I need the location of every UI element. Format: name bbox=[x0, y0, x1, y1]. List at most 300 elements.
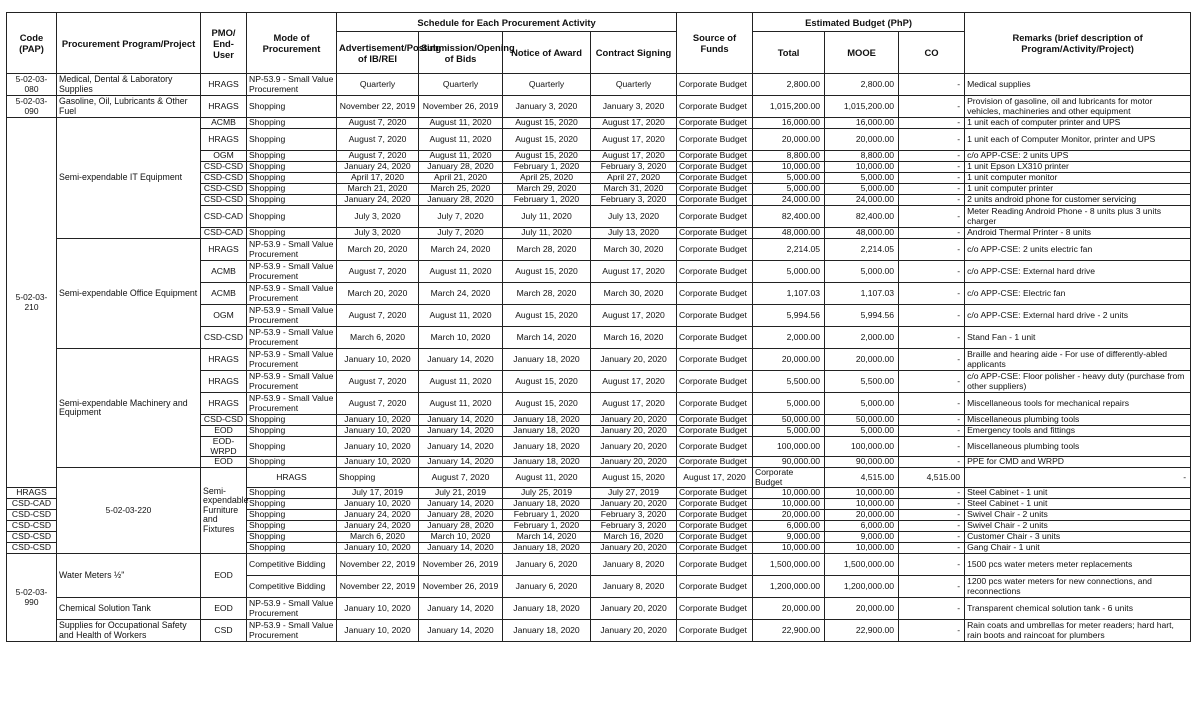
budget-co: - bbox=[899, 283, 965, 305]
procurement-mode: Competitive Bidding bbox=[247, 576, 337, 598]
contract-signing-date: August 17, 2020 bbox=[591, 129, 677, 151]
pmo-end-user: EOD bbox=[201, 598, 247, 620]
procurement-mode: Shopping bbox=[247, 532, 337, 543]
contract-signing-date: March 16, 2020 bbox=[591, 327, 677, 349]
remarks: Steel Cabinet - 1 unit bbox=[965, 488, 1191, 499]
procurement-mode: NP-53.9 - Small Value Procurement bbox=[247, 327, 337, 349]
pmo-end-user: CSD-CAD bbox=[201, 206, 247, 228]
budget-total: 1,200,000.00 bbox=[753, 576, 825, 598]
submission-date: Quarterly bbox=[419, 74, 503, 96]
budget-mooe: 82,400.00 bbox=[825, 206, 899, 228]
submission-date: August 11, 2020 bbox=[419, 261, 503, 283]
notice-of-award-date: January 18, 2020 bbox=[503, 415, 591, 426]
submission-date: March 24, 2020 bbox=[419, 239, 503, 261]
col-source: Source of Funds bbox=[677, 13, 753, 74]
budget-total: 5,000.00 bbox=[753, 261, 825, 283]
remarks: Gang Chair - 1 unit bbox=[965, 543, 1191, 554]
budget-mooe: 4,515.00 bbox=[899, 468, 965, 488]
notice-of-award-date: March 28, 2020 bbox=[503, 239, 591, 261]
budget-co: - bbox=[899, 576, 965, 598]
notice-of-award-date: August 15, 2020 bbox=[503, 151, 591, 162]
source-of-funds: Corporate Budget bbox=[677, 554, 753, 576]
pmo-end-user: HRAGS bbox=[247, 468, 337, 488]
pmo-end-user: CSD bbox=[201, 620, 247, 642]
pmo-end-user: CSD-CSD bbox=[201, 184, 247, 195]
pmo-end-user: HRAGS bbox=[201, 74, 247, 96]
notice-of-award-date: July 25, 2019 bbox=[503, 488, 591, 499]
procurement-mode: Shopping bbox=[247, 499, 337, 510]
submission-date: August 11, 2020 bbox=[419, 305, 503, 327]
source-of-funds: Corporate Budget bbox=[677, 305, 753, 327]
budget-total: 10,000.00 bbox=[753, 488, 825, 499]
budget-total: 50,000.00 bbox=[753, 415, 825, 426]
advertisement-date: August 7, 2020 bbox=[419, 468, 503, 488]
advertisement-date: January 10, 2020 bbox=[337, 543, 419, 554]
pap-code: 5-02-03-220 bbox=[57, 468, 201, 554]
procurement-mode: NP-53.9 - Small Value Procurement bbox=[247, 305, 337, 327]
remarks: Provision of gasoline, oil and lubricants for motor vehicles, machineries and other equipment bbox=[965, 96, 1191, 118]
contract-signing-date: April 27, 2020 bbox=[591, 173, 677, 184]
budget-total: 10,000.00 bbox=[753, 499, 825, 510]
budget-co: - bbox=[899, 74, 965, 96]
procurement-mode: NP-53.9 - Small Value Procurement bbox=[247, 371, 337, 393]
budget-total: 82,400.00 bbox=[753, 206, 825, 228]
contract-signing-date: March 30, 2020 bbox=[591, 283, 677, 305]
advertisement-date: November 22, 2019 bbox=[337, 576, 419, 598]
notice-of-award-date: Quarterly bbox=[503, 74, 591, 96]
source-of-funds: Corporate Budget bbox=[677, 488, 753, 499]
pmo-end-user: CSD-CSD bbox=[201, 195, 247, 206]
contract-signing-date: February 3, 2020 bbox=[591, 195, 677, 206]
notice-of-award-date: January 18, 2020 bbox=[503, 543, 591, 554]
notice-of-award-date: March 28, 2020 bbox=[503, 283, 591, 305]
remarks: 1 unit each of computer printer and UPS bbox=[965, 118, 1191, 129]
advertisement-date: August 7, 2020 bbox=[337, 371, 419, 393]
contract-signing-date: January 20, 2020 bbox=[591, 457, 677, 468]
budget-co: - bbox=[899, 228, 965, 239]
submission-date: January 28, 2020 bbox=[419, 195, 503, 206]
contract-signing-date: January 3, 2020 bbox=[591, 96, 677, 118]
program-name: Supplies for Occupational Safety and Health of Workers bbox=[57, 620, 201, 642]
notice-of-award-date: January 6, 2020 bbox=[503, 576, 591, 598]
source-of-funds: Corporate Budget bbox=[677, 118, 753, 129]
contract-signing-date: August 17, 2020 bbox=[591, 151, 677, 162]
remarks: c/o APP-CSE: Electric fan bbox=[965, 283, 1191, 305]
col-notice: Notice of Award bbox=[503, 32, 591, 74]
notice-of-award-date: January 18, 2020 bbox=[503, 499, 591, 510]
submission-date: March 24, 2020 bbox=[419, 283, 503, 305]
budget-total: 20,000.00 bbox=[753, 510, 825, 521]
procurement-mode: Shopping bbox=[247, 521, 337, 532]
budget-co: - bbox=[899, 499, 965, 510]
budget-total: 8,800.00 bbox=[753, 151, 825, 162]
notice-of-award-date: January 18, 2020 bbox=[503, 620, 591, 642]
procurement-mode: Shopping bbox=[247, 488, 337, 499]
budget-total: 5,000.00 bbox=[753, 426, 825, 437]
advertisement-date: January 10, 2020 bbox=[337, 499, 419, 510]
budget-mooe: 20,000.00 bbox=[825, 598, 899, 620]
budget-co: - bbox=[899, 239, 965, 261]
submission-date: April 21, 2020 bbox=[419, 173, 503, 184]
budget-mooe: 90,000.00 bbox=[825, 457, 899, 468]
procurement-mode: Shopping bbox=[247, 96, 337, 118]
source-of-funds: Corporate Budget bbox=[677, 195, 753, 206]
pmo-end-user: CSD-CSD bbox=[7, 510, 57, 521]
budget-mooe: 16,000.00 bbox=[825, 118, 899, 129]
submission-date: August 11, 2020 bbox=[419, 393, 503, 415]
pmo-end-user: CSD-CSD bbox=[7, 532, 57, 543]
source-of-funds: Corporate Budget bbox=[677, 426, 753, 437]
budget-mooe: 1,015,200.00 bbox=[825, 96, 899, 118]
budget-co: - bbox=[899, 437, 965, 457]
submission-date: August 11, 2020 bbox=[419, 129, 503, 151]
procurement-mode: Shopping bbox=[247, 415, 337, 426]
budget-total: 1,015,200.00 bbox=[753, 96, 825, 118]
budget-total: 10,000.00 bbox=[753, 543, 825, 554]
source-of-funds: Corporate Budget bbox=[677, 173, 753, 184]
contract-signing-date: July 27, 2019 bbox=[591, 488, 677, 499]
submission-date: January 28, 2020 bbox=[419, 521, 503, 532]
pmo-end-user: EOD-WRPD bbox=[201, 437, 247, 457]
remarks: 1 unit computer monitor bbox=[965, 173, 1191, 184]
remarks: Customer Chair - 3 units bbox=[965, 532, 1191, 543]
advertisement-date: January 10, 2020 bbox=[337, 457, 419, 468]
pmo-end-user: HRAGS bbox=[201, 371, 247, 393]
remarks: 1 unit each of Computer Monitor, printer and UPS bbox=[965, 129, 1191, 151]
pmo-end-user: CSD-CSD bbox=[7, 521, 57, 532]
contract-signing-date: January 8, 2020 bbox=[591, 576, 677, 598]
contract-signing-date: January 8, 2020 bbox=[591, 554, 677, 576]
col-adv: Advertisement/Posting of IB/REI bbox=[337, 32, 419, 74]
advertisement-date: January 10, 2020 bbox=[337, 598, 419, 620]
remarks: Rain coats and umbrellas for meter readers; hard hart, rain boots and raincoat for plumbers bbox=[965, 620, 1191, 642]
source-of-funds: Corporate Budget bbox=[677, 371, 753, 393]
notice-of-award-date: January 18, 2020 bbox=[503, 457, 591, 468]
pmo-end-user: EOD bbox=[201, 457, 247, 468]
contract-signing-date: January 20, 2020 bbox=[591, 349, 677, 371]
budget-total: 5,000.00 bbox=[753, 184, 825, 195]
remarks: Steel Cabinet - 1 unit bbox=[965, 499, 1191, 510]
remarks: Medical supplies bbox=[965, 74, 1191, 96]
pmo-end-user: CSD-CSD bbox=[7, 543, 57, 554]
submission-date: March 10, 2020 bbox=[419, 532, 503, 543]
notice-of-award-date: July 11, 2020 bbox=[503, 228, 591, 239]
procurement-mode: NP-53.9 - Small Value Procurement bbox=[247, 620, 337, 642]
procurement-mode: Shopping bbox=[247, 510, 337, 521]
procurement-mode: Shopping bbox=[247, 437, 337, 457]
source-of-funds: Corporate Budget bbox=[677, 598, 753, 620]
contract-signing-date: February 3, 2020 bbox=[591, 521, 677, 532]
remarks: c/o APP-CSE: External hard drive - 2 units bbox=[965, 305, 1191, 327]
submission-date: January 14, 2020 bbox=[419, 499, 503, 510]
source-of-funds: Corporate Budget bbox=[753, 468, 825, 488]
budget-co: - bbox=[899, 543, 965, 554]
pmo-end-user: HRAGS bbox=[7, 488, 57, 499]
contract-signing-date: January 20, 2020 bbox=[591, 598, 677, 620]
pmo-end-user: OGM bbox=[201, 151, 247, 162]
source-of-funds: Corporate Budget bbox=[677, 74, 753, 96]
procurement-mode: Shopping bbox=[247, 457, 337, 468]
advertisement-date: March 20, 2020 bbox=[337, 239, 419, 261]
budget-mooe: 1,107.03 bbox=[825, 283, 899, 305]
source-of-funds: Corporate Budget bbox=[677, 521, 753, 532]
remarks: Miscellaneous tools for mechanical repairs bbox=[965, 393, 1191, 415]
submission-date: March 10, 2020 bbox=[419, 327, 503, 349]
remarks: c/o APP-CSE: Floor polisher - heavy duty (purchase from other suppliers) bbox=[965, 371, 1191, 393]
submission-date: January 14, 2020 bbox=[419, 349, 503, 371]
source-of-funds: Corporate Budget bbox=[677, 457, 753, 468]
budget-total: 2,214.05 bbox=[753, 239, 825, 261]
submission-date: January 14, 2020 bbox=[419, 543, 503, 554]
remarks: c/o APP-CSE: 2 units UPS bbox=[965, 151, 1191, 162]
budget-co: - bbox=[965, 468, 1191, 488]
source-of-funds: Corporate Budget bbox=[677, 96, 753, 118]
budget-total: 16,000.00 bbox=[753, 118, 825, 129]
notice-of-award-date: January 18, 2020 bbox=[503, 426, 591, 437]
advertisement-date: January 10, 2020 bbox=[337, 620, 419, 642]
notice-of-award-date: August 15, 2020 bbox=[503, 393, 591, 415]
advertisement-date: January 10, 2020 bbox=[337, 426, 419, 437]
budget-mooe: 5,000.00 bbox=[825, 173, 899, 184]
source-of-funds: Corporate Budget bbox=[677, 532, 753, 543]
contract-signing-date: January 20, 2020 bbox=[591, 543, 677, 554]
budget-mooe: 10,000.00 bbox=[825, 488, 899, 499]
budget-mooe: 22,900.00 bbox=[825, 620, 899, 642]
col-mooe: MOOE bbox=[825, 32, 899, 74]
remarks: Swivel Chair - 2 units bbox=[965, 510, 1191, 521]
procurement-mode: Shopping bbox=[247, 426, 337, 437]
procurement-mode: NP-53.9 - Small Value Procurement bbox=[247, 261, 337, 283]
source-of-funds: Corporate Budget bbox=[677, 437, 753, 457]
budget-mooe: 5,500.00 bbox=[825, 371, 899, 393]
notice-of-award-date: February 1, 2020 bbox=[503, 521, 591, 532]
col-co: CO bbox=[899, 32, 965, 74]
submission-date: January 14, 2020 bbox=[419, 457, 503, 468]
advertisement-date: November 22, 2019 bbox=[337, 554, 419, 576]
budget-co: - bbox=[899, 118, 965, 129]
budget-mooe: 9,000.00 bbox=[825, 532, 899, 543]
submission-date: August 11, 2020 bbox=[419, 371, 503, 393]
pmo-end-user: CSD-CSD bbox=[201, 162, 247, 173]
source-of-funds: Corporate Budget bbox=[677, 543, 753, 554]
notice-of-award-date: March 14, 2020 bbox=[503, 532, 591, 543]
budget-mooe: 50,000.00 bbox=[825, 415, 899, 426]
submission-date: August 11, 2020 bbox=[419, 151, 503, 162]
budget-total: 48,000.00 bbox=[753, 228, 825, 239]
advertisement-date: August 7, 2020 bbox=[337, 151, 419, 162]
budget-mooe: 10,000.00 bbox=[825, 499, 899, 510]
contract-signing-date: March 16, 2020 bbox=[591, 532, 677, 543]
budget-total: 5,994.56 bbox=[753, 305, 825, 327]
budget-total: 1,107.03 bbox=[753, 283, 825, 305]
advertisement-date: March 20, 2020 bbox=[337, 283, 419, 305]
contract-signing-date: January 20, 2020 bbox=[591, 415, 677, 426]
budget-mooe: 24,000.00 bbox=[825, 195, 899, 206]
budget-total: 24,000.00 bbox=[753, 195, 825, 206]
program-name: Chemical Solution Tank bbox=[57, 598, 201, 620]
budget-mooe: 20,000.00 bbox=[825, 510, 899, 521]
budget-co: - bbox=[899, 162, 965, 173]
source-of-funds: Corporate Budget bbox=[677, 151, 753, 162]
col-sub: Submission/Opening of Bids bbox=[419, 32, 503, 74]
col-pmo: PMO/ End-User bbox=[201, 13, 247, 74]
contract-signing-date: March 31, 2020 bbox=[591, 184, 677, 195]
contract-signing-date: February 3, 2020 bbox=[591, 510, 677, 521]
submission-date: January 14, 2020 bbox=[419, 415, 503, 426]
budget-mooe: 5,000.00 bbox=[825, 426, 899, 437]
procurement-mode: Shopping bbox=[247, 129, 337, 151]
budget-total: 5,500.00 bbox=[753, 371, 825, 393]
remarks: PPE for CMD and WRPD bbox=[965, 457, 1191, 468]
contract-signing-date: Quarterly bbox=[591, 74, 677, 96]
contract-signing-date: January 20, 2020 bbox=[591, 499, 677, 510]
submission-date: July 7, 2020 bbox=[419, 228, 503, 239]
source-of-funds: Corporate Budget bbox=[677, 184, 753, 195]
table-row bbox=[7, 239, 1191, 261]
procurement-mode: NP-53.9 - Small Value Procurement bbox=[247, 283, 337, 305]
pmo-end-user: HRAGS bbox=[201, 349, 247, 371]
remarks: c/o APP-CSE: External hard drive bbox=[965, 261, 1191, 283]
advertisement-date: August 7, 2020 bbox=[337, 305, 419, 327]
col-budget: Estimated Budget (PhP) bbox=[753, 13, 965, 32]
source-of-funds: Corporate Budget bbox=[677, 510, 753, 521]
pmo-end-user: CSD-CSD bbox=[201, 415, 247, 426]
notice-of-award-date: July 11, 2020 bbox=[503, 206, 591, 228]
notice-of-award-date: April 25, 2020 bbox=[503, 173, 591, 184]
budget-total: 1,500,000.00 bbox=[753, 554, 825, 576]
table-body bbox=[7, 74, 1191, 642]
program-name: Semi-expendable IT Equipment bbox=[57, 118, 201, 239]
advertisement-date: March 6, 2020 bbox=[337, 327, 419, 349]
notice-of-award-date: August 15, 2020 bbox=[503, 261, 591, 283]
budget-total: 5,000.00 bbox=[753, 173, 825, 184]
table-row bbox=[7, 620, 1191, 642]
advertisement-date: January 10, 2020 bbox=[337, 349, 419, 371]
budget-co: - bbox=[899, 206, 965, 228]
remarks: Braille and hearing aide - For use of differently-abled applicants bbox=[965, 349, 1191, 371]
budget-mooe: 1,500,000.00 bbox=[825, 554, 899, 576]
budget-total: 2,800.00 bbox=[753, 74, 825, 96]
advertisement-date: January 24, 2020 bbox=[337, 162, 419, 173]
submission-date: January 28, 2020 bbox=[419, 510, 503, 521]
pmo-end-user: CSD-CAD bbox=[7, 499, 57, 510]
advertisement-date: April 17, 2020 bbox=[337, 173, 419, 184]
procurement-mode: Shopping bbox=[247, 173, 337, 184]
notice-of-award-date: January 18, 2020 bbox=[503, 349, 591, 371]
budget-co: - bbox=[899, 327, 965, 349]
budget-mooe: 5,000.00 bbox=[825, 184, 899, 195]
budget-co: - bbox=[899, 349, 965, 371]
budget-co: - bbox=[899, 393, 965, 415]
pmo-end-user: HRAGS bbox=[201, 129, 247, 151]
contract-signing-date: August 17, 2020 bbox=[591, 118, 677, 129]
procurement-mode: NP-53.9 - Small Value Procurement bbox=[247, 349, 337, 371]
submission-date: January 14, 2020 bbox=[419, 437, 503, 457]
contract-signing-date: January 20, 2020 bbox=[591, 437, 677, 457]
advertisement-date: July 17, 2019 bbox=[337, 488, 419, 499]
procurement-mode: NP-53.9 - Small Value Procurement bbox=[247, 393, 337, 415]
notice-of-award-date: February 1, 2020 bbox=[503, 195, 591, 206]
budget-total: 20,000.00 bbox=[753, 349, 825, 371]
procurement-mode: Shopping bbox=[247, 118, 337, 129]
submission-date: January 14, 2020 bbox=[419, 426, 503, 437]
budget-co: - bbox=[899, 305, 965, 327]
submission-date: January 14, 2020 bbox=[419, 598, 503, 620]
budget-co: - bbox=[899, 96, 965, 118]
source-of-funds: Corporate Budget bbox=[677, 327, 753, 349]
notice-of-award-date: August 15, 2020 bbox=[503, 129, 591, 151]
advertisement-date: January 24, 2020 bbox=[337, 521, 419, 532]
remarks: Miscellaneous plumbing tools bbox=[965, 415, 1191, 426]
budget-co: - bbox=[899, 195, 965, 206]
budget-mooe: 5,994.56 bbox=[825, 305, 899, 327]
budget-mooe: 6,000.00 bbox=[825, 521, 899, 532]
table-row bbox=[7, 96, 1191, 118]
advertisement-date: March 21, 2020 bbox=[337, 184, 419, 195]
budget-total: 100,000.00 bbox=[753, 437, 825, 457]
source-of-funds: Corporate Budget bbox=[677, 415, 753, 426]
pmo-end-user: HRAGS bbox=[201, 393, 247, 415]
budget-co: - bbox=[899, 598, 965, 620]
budget-total: 9,000.00 bbox=[753, 532, 825, 543]
procurement-mode: NP-53.9 - Small Value Procurement bbox=[247, 74, 337, 96]
submission-date: November 26, 2019 bbox=[419, 576, 503, 598]
pmo-end-user: CSD-CSD bbox=[201, 173, 247, 184]
source-of-funds: Corporate Budget bbox=[677, 206, 753, 228]
remarks: Android Thermal Printer - 8 units bbox=[965, 228, 1191, 239]
source-of-funds: Corporate Budget bbox=[677, 620, 753, 642]
advertisement-date: August 7, 2020 bbox=[337, 129, 419, 151]
col-schedule: Schedule for Each Procurement Activity bbox=[337, 13, 677, 32]
budget-total: 2,000.00 bbox=[753, 327, 825, 349]
remarks: Stand Fan - 1 unit bbox=[965, 327, 1191, 349]
contract-signing-date: January 20, 2020 bbox=[591, 620, 677, 642]
advertisement-date: November 22, 2019 bbox=[337, 96, 419, 118]
procurement-mode: Shopping bbox=[247, 195, 337, 206]
procurement-plan bbox=[6, 12, 1190, 642]
procurement-mode: NP-53.9 - Small Value Procurement bbox=[247, 598, 337, 620]
pmo-end-user: ACMB bbox=[201, 283, 247, 305]
remarks: 2 units android phone for customer servicing bbox=[965, 195, 1191, 206]
table-row bbox=[7, 554, 1191, 576]
col-contract: Contract Signing bbox=[591, 32, 677, 74]
budget-mooe: 2,000.00 bbox=[825, 327, 899, 349]
remarks: Miscellaneous plumbing tools bbox=[965, 437, 1191, 457]
pmo-end-user: HRAGS bbox=[201, 96, 247, 118]
pap-code: 5-02-03-210 bbox=[7, 118, 57, 488]
table-row bbox=[7, 349, 1191, 371]
budget-co: - bbox=[899, 457, 965, 468]
contract-signing-date: August 17, 2020 bbox=[591, 305, 677, 327]
table-row bbox=[7, 118, 1191, 129]
remarks: 1500 pcs water meters meter replacements bbox=[965, 554, 1191, 576]
budget-mooe: 1,200,000.00 bbox=[825, 576, 899, 598]
program-name: Semi-expendable Machinery and Equipment bbox=[57, 349, 201, 468]
submission-date: August 11, 2020 bbox=[419, 118, 503, 129]
budget-co: - bbox=[899, 554, 965, 576]
source-of-funds: Corporate Budget bbox=[677, 239, 753, 261]
remarks: 1 unit computer printer bbox=[965, 184, 1191, 195]
submission-date: July 21, 2019 bbox=[419, 488, 503, 499]
pap-code: 5-02-03-990 bbox=[7, 554, 57, 642]
procurement-mode: Shopping bbox=[247, 151, 337, 162]
notice-of-award-date: August 15, 2020 bbox=[591, 468, 677, 488]
advertisement-date: January 24, 2020 bbox=[337, 195, 419, 206]
col-mode: Mode of Procurement bbox=[247, 13, 337, 74]
source-of-funds: Corporate Budget bbox=[677, 349, 753, 371]
budget-total: 20,000.00 bbox=[753, 129, 825, 151]
notice-of-award-date: August 15, 2020 bbox=[503, 371, 591, 393]
